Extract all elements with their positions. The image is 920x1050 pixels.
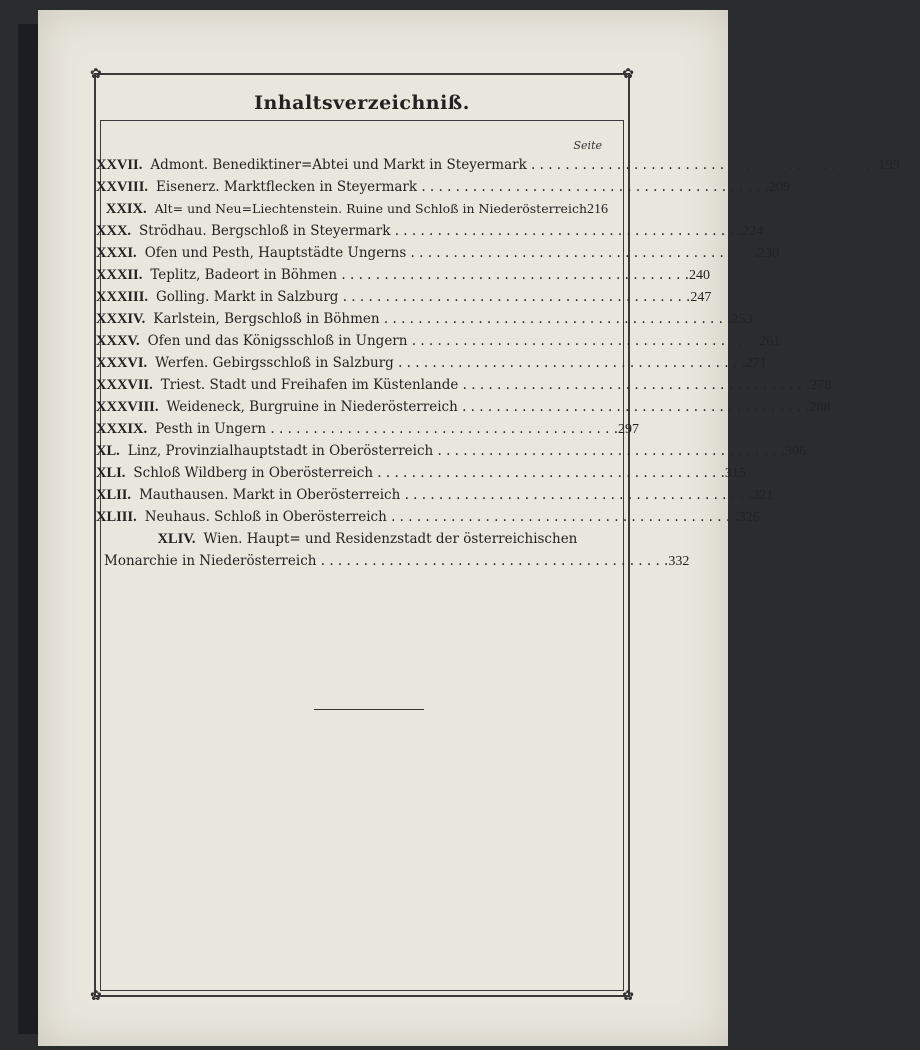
toc-title: Neuhaus. Schloß in Oberösterreich . . . (145, 509, 739, 525)
toc-title: Schloß Wildberg in Oberösterreich . . . (133, 465, 724, 481)
toc-page: 247 (690, 290, 712, 305)
toc-title: Admont. Benediktiner=Abtei und Markt in Steyermark . . . (150, 157, 878, 173)
toc-title: Weideneck, Burgruine in Niederösterreich . . . (166, 399, 809, 415)
page-border (90, 66, 900, 1004)
toc-entry (96, 509, 760, 531)
book-spine (18, 24, 40, 1034)
toc-page: 199 (878, 158, 900, 173)
toc-page: 240 (689, 268, 710, 283)
toc-number: XXVII. (96, 157, 143, 173)
toc-page: 297 (618, 422, 640, 437)
toc-number: XXXVIII. (96, 399, 159, 415)
toc-entry (96, 443, 807, 465)
toc-title: Wien. Haupt= und Residenzstadt der österreichischen (203, 531, 578, 547)
toc-number: XXVIII. (96, 179, 148, 195)
toc-page: 224 (742, 224, 764, 239)
end-rule (314, 709, 424, 710)
toc-page: 278 (810, 378, 832, 393)
toc-title: Golling. Markt in Salzburg . . . (156, 289, 690, 305)
toc-page: 288 (809, 400, 831, 415)
toc-entry (96, 465, 746, 487)
toc-number: XL. (96, 443, 120, 459)
toc-number: XXXIV. (96, 311, 146, 327)
toc-title: Ofen und das Königsschloß in Ungern . . . (148, 333, 760, 349)
toc-number: XXXIII. (96, 289, 148, 305)
toc-number: XXX. (96, 223, 132, 239)
toc-title: Pesth in Ungern . . . (155, 421, 618, 437)
toc-entry (96, 553, 690, 575)
corner-ornament-icon: ✿ (90, 988, 102, 1004)
toc-number: XXXV. (96, 333, 140, 349)
page-column-label: Seite (573, 139, 602, 152)
toc-number: XXXVII. (96, 377, 153, 393)
toc-title: Monarchie in Niederösterreich . . . (104, 553, 668, 569)
book-page (38, 10, 900, 1046)
toc-entry (96, 289, 712, 311)
toc-page: 253 (731, 312, 753, 327)
toc-title: Strödhau. Bergschloß in Steyermark . . . (139, 223, 742, 239)
toc-title: Alt= und Neu=Liechtenstein. Ruine und Schloß in Niederösterreich (154, 201, 587, 216)
toc-entry (96, 399, 831, 421)
corner-ornament-icon: ✿ (622, 66, 634, 82)
corner-ornament-icon: ✿ (90, 66, 102, 82)
toc-number: XLII. (96, 487, 132, 503)
toc-page: 332 (668, 554, 690, 569)
toc-page: 261 (759, 334, 781, 349)
toc-title: Linz, Provinzialhauptstadt in Oberösterreich . . . (128, 443, 785, 459)
toc-page: 271 (745, 356, 767, 371)
toc-number: XLI. (96, 465, 126, 481)
toc-entry (96, 487, 774, 509)
toc-title: Eisenerz. Marktflecken in Steyermark . . . (156, 179, 769, 195)
toc-entry (96, 267, 710, 289)
toc-entry (96, 333, 781, 355)
toc-entry (96, 201, 628, 223)
toc-number: XLIII. (96, 509, 137, 525)
toc-number: XXXVI. (96, 355, 148, 371)
toc-title: Mauthausen. Markt in Oberösterreich . . . (139, 487, 752, 503)
toc-number: XXXI. (96, 245, 137, 261)
toc-title: Karlstein, Bergschloß in Böhmen . . . (153, 311, 731, 327)
toc-entry (96, 157, 900, 179)
toc-entry (96, 421, 640, 443)
toc-page: 326 (738, 510, 760, 525)
corner-ornament-icon: ✿ (622, 988, 634, 1004)
page-title: Inhaltsverzeichniß. (254, 92, 470, 114)
toc-number: XLIV. (157, 531, 196, 547)
toc-page: 230 (758, 246, 780, 261)
toc-title: Ofen und Pesth, Hauptstädte Ungerns . . . (145, 245, 758, 261)
toc-page: 209 (768, 180, 790, 195)
toc-title: Teplitz, Badeort in Böhmen . . . (150, 267, 689, 283)
toc-title: Triest. Stadt und Freihafen im Küstenlande . . . (161, 377, 810, 393)
toc-page: 216 (587, 202, 608, 217)
toc-title: Werfen. Gebirgsschloß in Salzburg . . . (155, 355, 746, 371)
toc-entry (96, 245, 780, 267)
toc-entry (96, 531, 628, 553)
toc-page: 306 (785, 444, 807, 459)
toc-page: 321 (752, 488, 774, 503)
toc-number: XXIX. (105, 201, 147, 217)
toc-number: XXXIX. (96, 421, 148, 437)
toc-entry (96, 179, 790, 201)
toc-entry (96, 355, 767, 377)
toc-entry (96, 223, 764, 245)
toc-entry (96, 377, 832, 399)
toc-page: 315 (724, 466, 746, 481)
toc-entry (96, 311, 753, 333)
toc-number: XXXII. (96, 267, 143, 283)
toc-list (96, 157, 900, 575)
